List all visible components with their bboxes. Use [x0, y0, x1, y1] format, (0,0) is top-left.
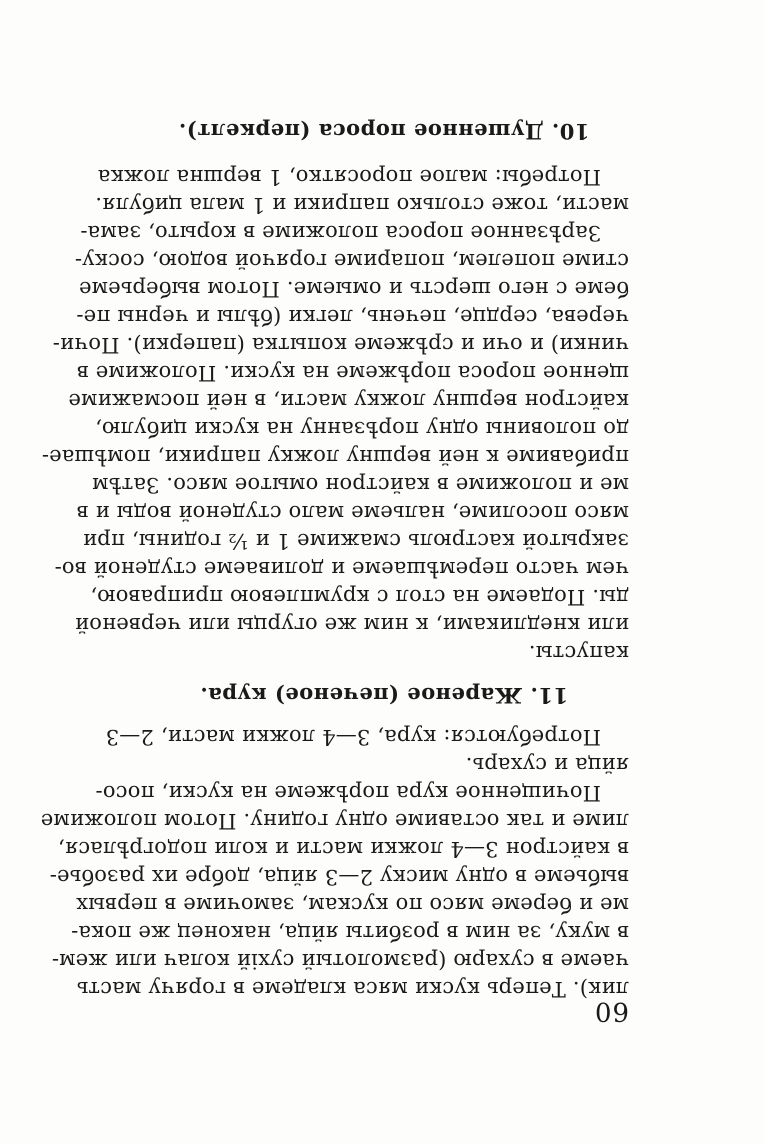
- recipe-11-line: ме и береме мясо по кускам, замочиме в первых: [75, 893, 629, 917]
- recipe-10-line: кайстрон вершну ложку масти, в ней посмажиме: [68, 389, 629, 413]
- recipe-10-line: чинки) и очи и срѣжеме копытка (паперки). Почи-: [52, 333, 629, 357]
- recipe-11-line: Потребуются: кура, 3—4 ложки масти, 2—3: [105, 725, 601, 749]
- recipe-10-line: или кнедликами, к ним же огурцы или червеной: [74, 613, 629, 637]
- recipe-10-line: щенное пороса порѣжеме на куски. Положиме в: [76, 361, 629, 385]
- recipe-10-line: прибавиме к ней вершну ложку паприки, помѣшае-: [41, 445, 629, 469]
- recipe-10-line: беме с него шерсть и омыеме. Потом выберьеме: [78, 277, 629, 301]
- page-number: 60: [593, 996, 629, 1026]
- recipe-10-line: масти, тоже столько паприки и 1 мала цибуля.: [95, 193, 629, 217]
- recipe-11-line: в муку, за ним в розбиты яйца, наконец же пока-: [70, 921, 629, 945]
- recipe-11-line: чаеме в сухарю (размолотый сухій колач или жем-: [51, 949, 629, 973]
- recipe-10-line: чем часто перемѣшаеме и доливаеме студеной во-: [54, 557, 629, 581]
- recipe-11-line: яйца и сухарь.: [465, 753, 629, 777]
- recipe-10-line: стиме попелем, попариме горячой водою, соску-: [74, 249, 629, 273]
- recipe-11-line: Почищенное кура порѣжеме на куски, посо-: [95, 781, 601, 805]
- recipe-11-line: выбьеме в одну миску 2—3 яйца, добре их разобье-: [49, 865, 629, 889]
- recipe-10-line: ды. Подаеме на стол с крумплевою приправою,: [90, 585, 629, 609]
- recipe-11-line: лиме и так оставиме одну годину. Потом положиме: [40, 809, 629, 833]
- recipe-10-title: 10. Душенное пороса (перкелт).: [178, 119, 590, 144]
- recipe-10-line: мясо посолиме, нальеме мало студеной воды и в: [76, 501, 629, 525]
- recipe-11-line: лик). Теперь куски мяса кладеме в горячу масть: [76, 977, 629, 1001]
- recipe-10-line: Зарѣзанное пороса положиме в корыто, зама-: [80, 221, 601, 245]
- recipe-10-line: черева, сердце, печень, легки (бѣлы и черны пе-: [76, 305, 629, 329]
- recipe-10-line: закрытой кастрюль смажиме 1 и ½ годины, при: [82, 529, 629, 553]
- recipe-10-line: ме и положиме в кайстрон омытое мясо. Затѣм: [92, 473, 629, 497]
- recipe-10-line: капусты.: [528, 641, 629, 665]
- recipe-11-line: в кайстрон 3—4 ложки масти и коли подогрѣлася,: [57, 837, 629, 861]
- recipe-11-title: 11. Жареное (печеное) кура.: [199, 683, 569, 708]
- recipe-10-line: до половины одну порѣзанну на куски цибулю,: [94, 417, 629, 441]
- recipe-10-line: Потребы: малое поросятко, 1 вершна ложка: [97, 165, 601, 189]
